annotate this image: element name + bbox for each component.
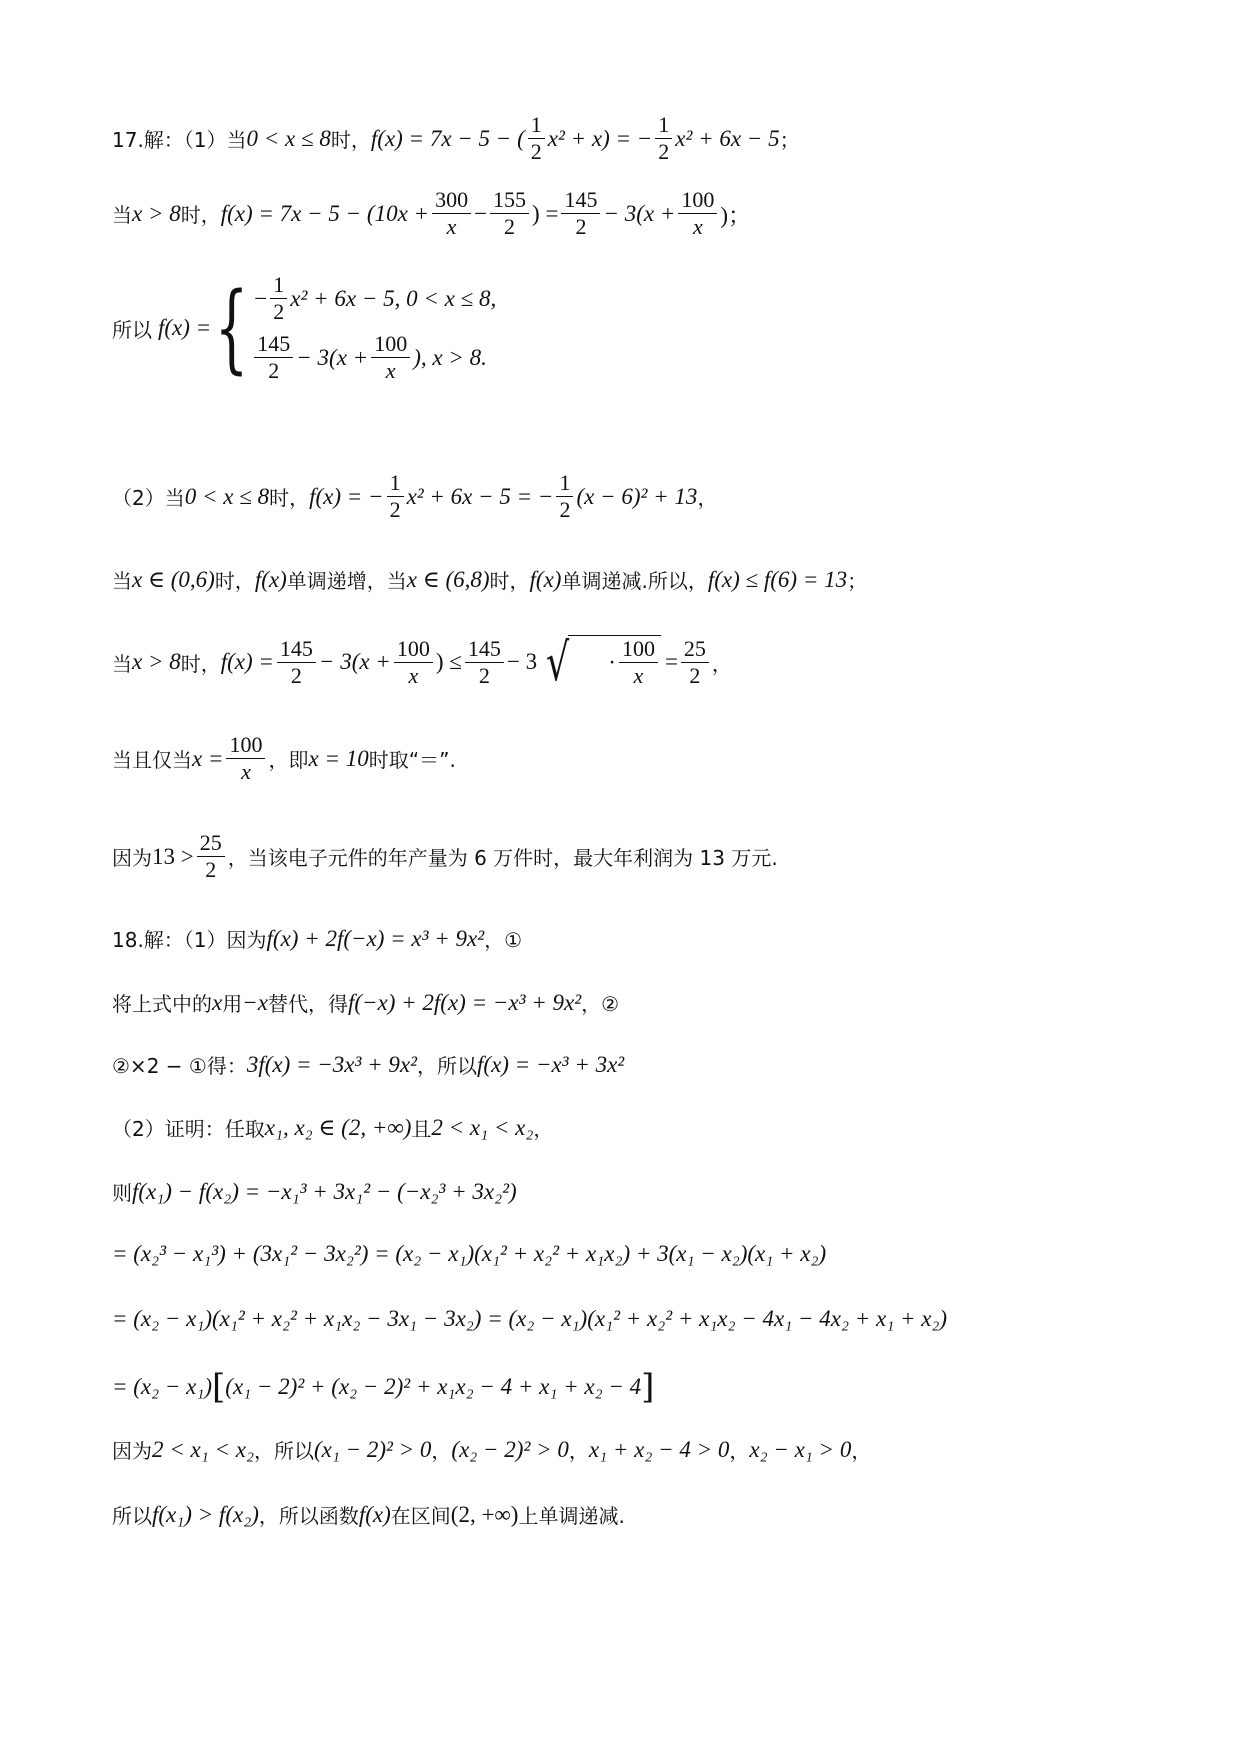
text: 将上式中的	[112, 992, 212, 1016]
text: 时，	[489, 569, 530, 593]
text: 单调递增，当	[286, 569, 407, 593]
text: 时，	[330, 128, 371, 152]
math-expression: f(x) + 2f(−x) = x³ + 9x²	[266, 925, 485, 951]
fraction-half: $\frac{1}{2}$	[270, 272, 287, 325]
text: ，②	[581, 992, 620, 1016]
fraction-300-x: $\frac{300}{x}$	[432, 187, 471, 240]
fraction-145-2: $\frac{145}{2}$	[465, 636, 504, 689]
fraction-half: $\frac{1}{2}$	[655, 112, 672, 165]
p18-line-7	[112, 1306, 947, 1332]
punctuation: ，	[729, 1439, 750, 1463]
math-expression: x ∈ (6,8)	[406, 566, 490, 592]
case-2: $\frac{145}{2}$ − 3(x + $\frac{100}{x}$ ), x > 8.	[254, 331, 496, 384]
math-expression: f(x) = −	[309, 483, 384, 509]
punctuation: ，	[697, 486, 718, 510]
math-expression: x ∈ (0,6)	[132, 566, 215, 592]
punctuation: ，	[431, 1439, 452, 1463]
math-operator: ·	[608, 649, 616, 675]
text: 上单调递减.	[518, 1504, 625, 1528]
math-condition: x > 8	[132, 200, 181, 226]
text: 且	[411, 1117, 432, 1141]
math-expression: 2 < x₁ < x₂	[431, 1114, 534, 1140]
math-expression: (x − 6)² + 13	[576, 483, 698, 509]
text: ，所以	[253, 1439, 314, 1463]
fraction-100-x: $\frac{100}{x}$	[394, 636, 433, 689]
math-expression: 13 >	[152, 843, 194, 869]
text: 则	[112, 1181, 132, 1205]
p17-part2-line-1	[112, 470, 717, 523]
text: ，①	[484, 928, 523, 952]
text: （2）证明：任取	[112, 1117, 265, 1141]
math-condition: 0 < x ≤ 8	[246, 125, 331, 151]
p18-line-6	[112, 1241, 826, 1267]
math-expression: − 3(x +	[603, 200, 676, 226]
text: 时取“＝”.	[368, 748, 456, 772]
math-expression: f(x₁) > f(x₂)	[152, 1501, 259, 1527]
math-expression: x² + 6x − 5 = −	[406, 483, 554, 509]
p17-part2-line-2	[112, 565, 867, 594]
fraction-100-x: $\frac{100}{x}$	[678, 187, 717, 240]
punctuation: ；	[847, 569, 868, 593]
text: 用	[222, 992, 243, 1016]
text: 当且仅当	[112, 748, 192, 772]
p17-part2-line-3	[112, 633, 732, 693]
p18-line-3	[112, 1050, 624, 1079]
math-expression: x₂ − x₁ > 0	[749, 1436, 852, 1462]
punctuation: ，	[568, 1439, 589, 1463]
p17-conclusion	[112, 830, 778, 883]
math-operator: ) =	[532, 200, 559, 226]
text: ，当该电子元件的年产量为 6 万件时，最大年利润为 13 万元.	[227, 846, 778, 870]
text: 在区间	[390, 1504, 451, 1528]
text: 当	[112, 203, 132, 227]
text: ，所以	[417, 1054, 478, 1078]
piecewise-cases	[254, 272, 496, 384]
punctuation: ，	[533, 1117, 554, 1141]
p18-conclusion	[112, 1500, 625, 1529]
fraction-145-2: $\frac{145}{2}$	[561, 187, 600, 240]
math-expression: (x₁ − 2)² > 0	[313, 1436, 432, 1462]
p18-line-5	[112, 1177, 517, 1206]
p17-part2-line-4	[112, 732, 456, 785]
math-expression: f(x) = 7x − 5 − (	[370, 125, 525, 151]
math-expression: (x₁ − 2)² + (x₂ − 2)² + x₁x₂ − 4 + x₁ + x₂ − 4	[225, 1374, 642, 1399]
math-expression: 2 < x₁ < x₂	[152, 1436, 254, 1462]
text: 时，	[180, 203, 221, 227]
math-expression: −x	[242, 989, 268, 1015]
p18-line-2	[112, 988, 619, 1017]
p18-line-9	[112, 1435, 871, 1464]
math-expression: − 3(x +	[318, 649, 391, 674]
fraction-100-x: $\frac{100}{x}$	[226, 732, 265, 785]
math-expression: x₁, x₂ ∈ (2, +∞)	[264, 1114, 412, 1140]
radical-icon: √	[546, 633, 570, 693]
right-bracket-icon: ]	[641, 1367, 655, 1407]
math-expression: f(x₁) − f(x₂) = −x₁³ + 3x₁² − (−x₂³ + 3x₂²)	[132, 1178, 517, 1204]
math-operator: )；	[720, 203, 752, 228]
math-expression: f(x)	[529, 566, 562, 592]
square-root	[541, 633, 661, 693]
punctuation: ；	[779, 128, 800, 152]
text: 时，	[214, 569, 255, 593]
p17-piecewise	[112, 272, 496, 384]
text: 单调递减.所以，	[561, 569, 708, 593]
text: ，即	[268, 748, 309, 772]
math-expression: f(x) = −x³ + 3x²	[477, 1051, 625, 1077]
math-condition: 0 < x ≤ 8	[184, 483, 270, 509]
text: ②×2 − ①得：	[112, 1054, 247, 1078]
math-expression: = (x₂³ − x₁³) + (3x₁² − 3x₂²) = (x₂ − x₁)(x₁² + x₂² + x₁x₂) + 3(x₁ − x₂)(x₁ + x₂)	[112, 1241, 827, 1266]
math-expression: x² + x) = −	[547, 125, 653, 151]
math-expression: f(x) = 7x − 5 − (10x +	[220, 200, 430, 226]
text: 当	[112, 569, 132, 593]
math-expression: f(x) =	[158, 315, 212, 340]
math-expression: f(x) ≤ f(6) = 13	[707, 566, 848, 592]
fraction-145-2: $\frac{145}{2}$	[277, 636, 316, 689]
fraction-25-2: $\frac{25}{2}$	[681, 636, 709, 689]
text: 时，	[269, 486, 310, 510]
fraction-half: $\frac{1}{2}$	[387, 470, 404, 523]
text: 因为	[112, 1439, 152, 1463]
p18-line-1	[112, 924, 522, 953]
math-expression: x =	[192, 745, 224, 771]
text: ，所以函数	[258, 1504, 359, 1528]
math-expression: − 3	[506, 649, 538, 674]
fraction-145-2: $\frac{145}{2}$	[254, 331, 293, 384]
math-expression: = (x₂ − x₁)	[112, 1374, 213, 1399]
math-expression: f(x)	[358, 1501, 391, 1527]
math-expression: = (x₂ − x₁)(x₁² + x₂² + x₁x₂ − 3x₁ − 3x₂) = (x₂ − x₁)(x₁² + x₂² + x₁x₂ − 4x₁ − 4x₂ + x₁ + x₂)	[112, 1306, 948, 1331]
fraction-half: $\frac{1}{2}$	[528, 112, 545, 165]
fraction-100-x: $\frac{100}{x}$	[371, 331, 410, 384]
fraction-25-2: $\frac{25}{2}$	[197, 830, 225, 883]
case-1: − $\frac{1}{2}$ x² + 6x − 5, 0 < x ≤ 8,	[254, 272, 497, 324]
p17-line-1	[112, 112, 800, 165]
punctuation: ，	[851, 1439, 872, 1463]
punctuation: ，	[711, 651, 732, 676]
p18-line-4	[112, 1113, 553, 1142]
math-expression: 3f(x) = −3x³ + 9x²	[246, 1051, 418, 1077]
math-expression: x₁ + x₂ − 4 > 0	[588, 1436, 730, 1462]
math-operator: =	[664, 649, 678, 674]
math-expression: f(x)	[254, 566, 287, 592]
math-expression: f(−x) + 2f(x) = −x³ + 9x²	[347, 989, 582, 1015]
math-expression: x² + 6x − 5	[675, 125, 780, 151]
p18-line-8	[112, 1367, 655, 1407]
text: 当	[112, 651, 132, 676]
math-condition: x > 8	[132, 649, 181, 674]
left-brace-icon: {	[214, 272, 249, 384]
math-expression: (2, +∞)	[450, 1501, 519, 1527]
math-expression: f(x) =	[220, 649, 274, 674]
math-expression: (x₂ − 2)² > 0	[451, 1436, 569, 1462]
p17-heading: 17.解：（1）当	[112, 128, 247, 152]
math-operator: ) ≤	[435, 649, 462, 674]
left-bracket-icon: [	[212, 1367, 226, 1407]
radicand	[568, 635, 661, 689]
math-expression: x	[212, 989, 223, 1015]
p17-line-2	[112, 187, 751, 240]
fraction-155-2: $\frac{155}{2}$	[490, 187, 529, 240]
text: 替代，得	[267, 992, 348, 1016]
math-operator: −	[474, 200, 488, 226]
fraction-100-x: $\frac{100}{x}$	[619, 636, 658, 689]
fraction-half: $\frac{1}{2}$	[556, 470, 573, 523]
text: 18.解：（1）因为	[112, 928, 267, 952]
text: 因为	[112, 846, 152, 870]
text: （2）当	[112, 486, 185, 510]
text: 时，	[180, 651, 221, 676]
text: 所以	[112, 317, 152, 342]
math-expression: x = 10	[308, 745, 369, 771]
text: 所以	[112, 1504, 152, 1528]
